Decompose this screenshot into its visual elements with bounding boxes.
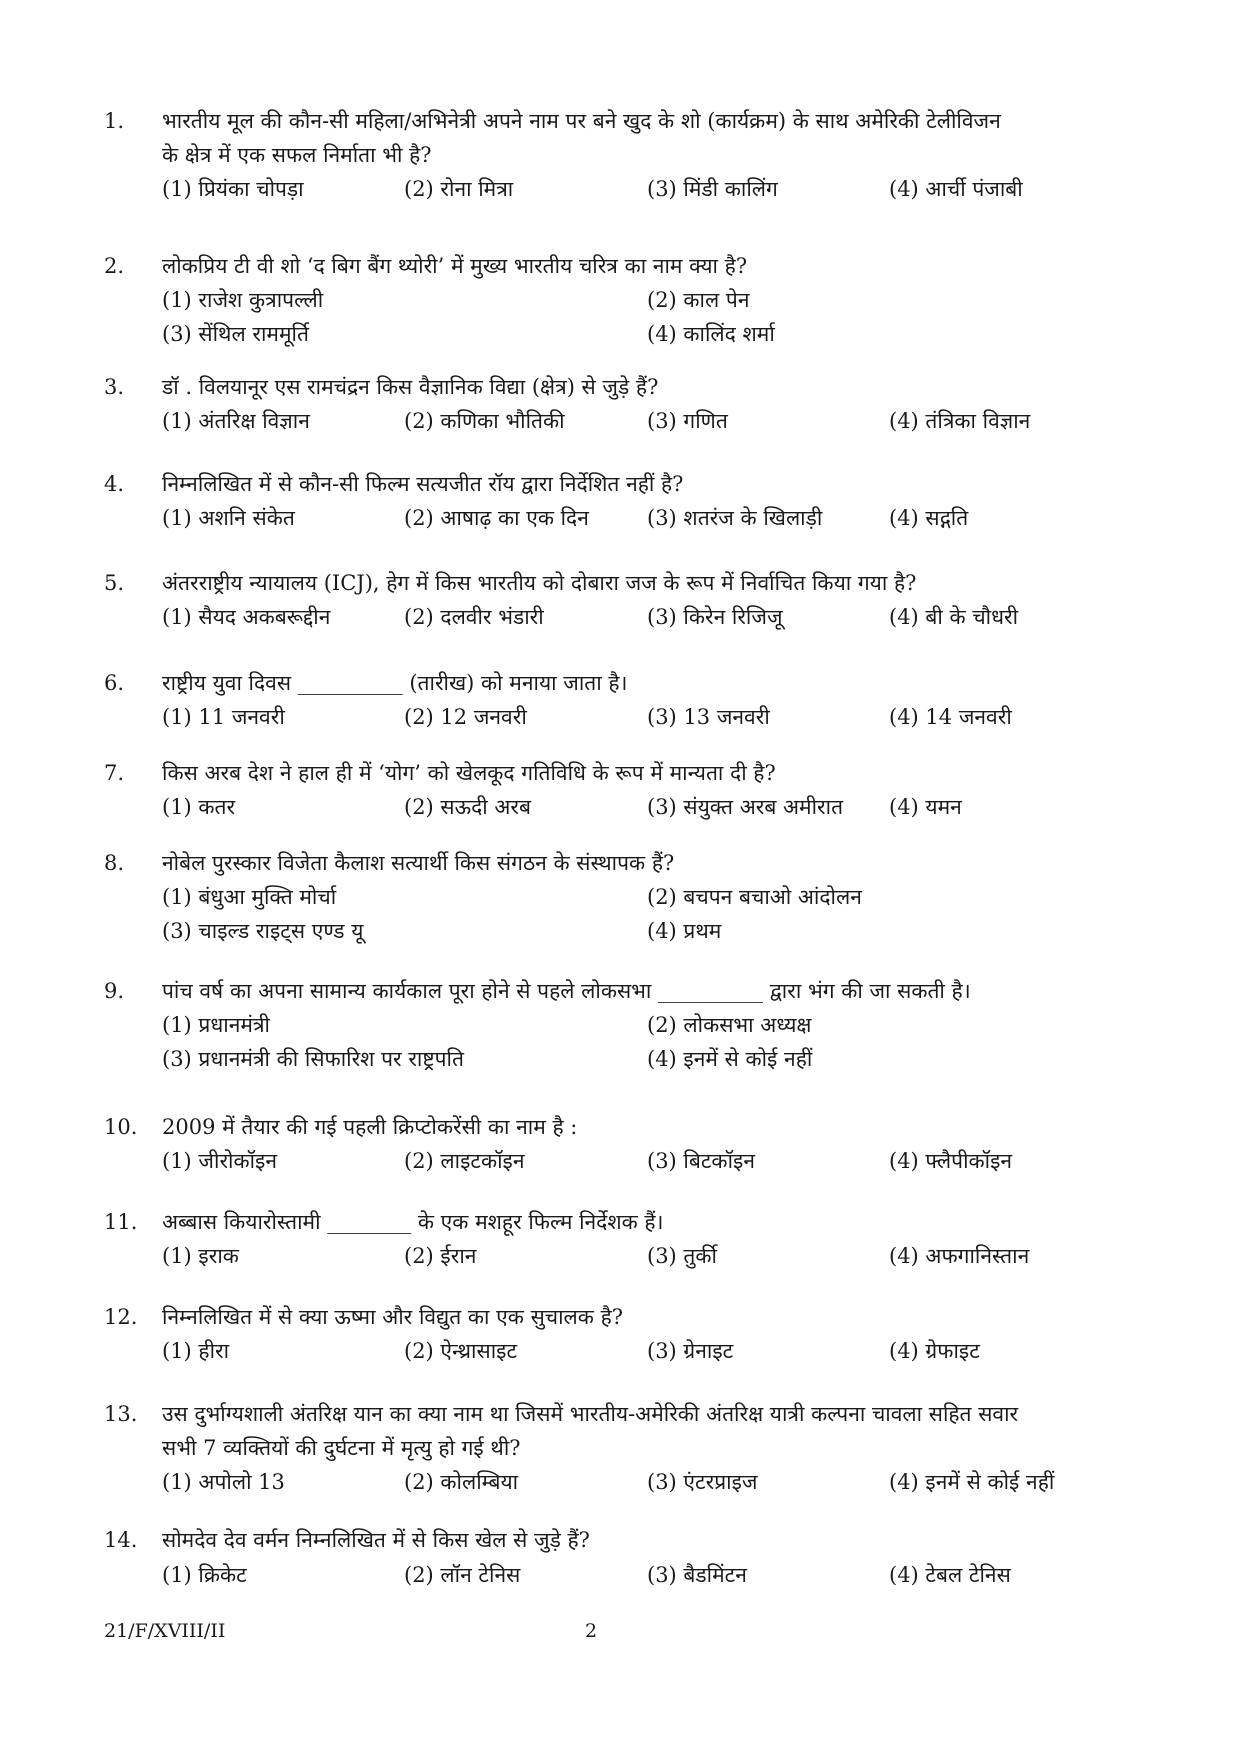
question-text: अब्बास कियारोस्तामी ________ के एक मशहूर फिल्म निर्देशक हैं। xyxy=(162,1210,664,1234)
options-row xyxy=(104,700,1144,734)
question-number: 3. xyxy=(104,375,125,399)
option-1: (1) जीरोकॉइन xyxy=(162,1149,278,1173)
options-row xyxy=(104,880,1144,914)
option-2: (2) कणिका भौतिकी xyxy=(404,409,565,433)
option-4: (4) बी के चौधरी xyxy=(889,605,1019,629)
options-row xyxy=(104,1008,1144,1042)
question-number: 4. xyxy=(104,472,125,496)
option-3: (3) तुर्की xyxy=(647,1244,717,1268)
options-row xyxy=(104,790,1144,824)
option-4: (4) सद्गति xyxy=(889,506,969,530)
option-1: (1) हीरा xyxy=(162,1339,230,1363)
question-number: 10. xyxy=(104,1115,138,1139)
question-number: 12. xyxy=(104,1305,138,1329)
question-text: नोबेल पुरस्कार विजेता कैलाश सत्यार्थी किस संगठन के संस्थापक हैं? xyxy=(162,851,675,875)
options-row xyxy=(104,404,1144,438)
option-4: (4) टेबल टेनिस xyxy=(889,1563,1011,1587)
option-4: (4) कालिंद शर्मा xyxy=(647,322,775,346)
option-1: (1) कतर xyxy=(162,795,236,819)
option-4: (4) प्रथम xyxy=(647,919,722,943)
option-3: (3) ग्रेनाइट xyxy=(647,1339,734,1363)
question-number: 11. xyxy=(104,1210,138,1234)
option-4: (4) अफगानिस्तान xyxy=(889,1244,1030,1268)
option-2: (2) लाइटकॉइन xyxy=(404,1149,525,1173)
options-row xyxy=(104,1334,1144,1368)
option-2: (2) लॉन टेनिस xyxy=(404,1563,521,1587)
question-number: 7. xyxy=(104,761,125,785)
option-4: (4) इनमें से कोई नहीं xyxy=(647,1047,813,1071)
options-row xyxy=(104,283,1144,317)
question-9 xyxy=(104,974,1144,1076)
option-4: (4) ग्रेफाइट xyxy=(889,1339,980,1363)
question-text: 2009 में तैयार की गई पहली क्रिप्टोकरेंसी का नाम है : xyxy=(162,1115,578,1139)
question-number: 9. xyxy=(104,979,125,1003)
question-4 xyxy=(104,467,1144,535)
option-3: (3) बैडमिंटन xyxy=(647,1563,747,1587)
option-2: (2) कोलम्बिया xyxy=(404,1470,519,1494)
question-text: निम्नलिखित में से कौन-सी फिल्म सत्यजीत रॉय द्वारा निर्देशित नहीं है? xyxy=(162,472,684,496)
option-2: (2) काल पेन xyxy=(647,288,750,312)
options-row xyxy=(104,1465,1144,1499)
question-text: निम्नलिखित में से क्या ऊष्मा और विद्युत का एक सुचालक है? xyxy=(162,1305,624,1329)
options-row xyxy=(104,1042,1144,1076)
option-1: (1) प्रियंका चोपड़ा xyxy=(162,177,304,201)
question-3 xyxy=(104,370,1144,438)
options-row xyxy=(104,317,1144,351)
option-4: (4) तंत्रिका विज्ञान xyxy=(889,409,1031,433)
option-2: (2) रोना मित्रा xyxy=(404,177,514,201)
option-2: (2) ईरान xyxy=(404,1244,477,1268)
question-text: भारतीय मूल की कौन-सी महिला/अभिनेत्री अपने नाम पर बने खुद के शो (कार्यक्रम) के साथ अमेरिकी टेलीविजन xyxy=(162,109,1001,133)
question-12 xyxy=(104,1300,1144,1368)
question-10 xyxy=(104,1110,1144,1178)
question-text: लोकप्रिय टी वी शो ‘द बिग बैंग थ्योरी’ में मुख्य भारतीय चरित्र का नाम क्या है? xyxy=(162,254,748,278)
option-1: (1) इराक xyxy=(162,1244,239,1268)
option-3: (3) बिटकॉइन xyxy=(647,1149,755,1173)
page-number: 2 xyxy=(585,1620,598,1642)
option-1: (1) प्रधानमंत्री xyxy=(162,1013,270,1037)
option-3: (3) प्रधानमंत्री की सिफारिश पर राष्ट्रपति xyxy=(162,1047,464,1071)
question-number: 6. xyxy=(104,671,125,695)
option-2: (2) सऊदी अरब xyxy=(404,795,531,819)
question-number: 1. xyxy=(104,109,125,133)
options-row xyxy=(104,172,1144,206)
question-8 xyxy=(104,846,1144,948)
question-number: 8. xyxy=(104,851,125,875)
option-2: (2) ऐन्थ्रासाइट xyxy=(404,1339,518,1363)
question-14-body xyxy=(104,1525,1144,1557)
options-row xyxy=(104,1239,1144,1273)
option-2: (2) लोकसभा अध्यक्ष xyxy=(647,1013,812,1037)
option-3: (3) चाइल्ड राइट्स एण्ड यू xyxy=(162,919,364,943)
question-text: डॉ . विलयानूर एस रामचंद्रन किस वैज्ञानिक विद्या (क्षेत्र) से जुड़े हैं? xyxy=(162,375,659,399)
option-3: (3) शतरंज के खिलाड़ी xyxy=(647,506,823,530)
option-1: (1) अपोलो 13 xyxy=(162,1470,285,1494)
question-text: सोमदेव देव वर्मन निम्नलिखित में से किस खेल से जुड़े हैं? xyxy=(162,1528,590,1552)
question-2 xyxy=(104,249,1144,351)
question-number: 13. xyxy=(104,1402,138,1426)
question-text: किस अरब देश ने हाल ही में ‘योग’ को खेलकूद गतिविधि के रूप में मान्यता दी है? xyxy=(162,761,776,785)
option-2: (2) बचपन बचाओ आंदोलन xyxy=(647,885,862,909)
question-7 xyxy=(104,756,1144,824)
question-6 xyxy=(104,666,1144,734)
paper-code: 21/F/XVIII/II xyxy=(104,1620,226,1642)
option-1: (1) राजेश कुत्रापल्ली xyxy=(162,288,324,312)
option-3: (3) गणित xyxy=(647,409,728,433)
option-4: (4) यमन xyxy=(889,795,962,819)
options-row xyxy=(104,1558,1144,1592)
option-1: (1) 11 जनवरी xyxy=(162,705,285,729)
question-text: पांच वर्ष का अपना सामान्य कार्यकाल पूरा होने से पहले लोकसभा __________ द्वारा भंग की जा सकती है। xyxy=(162,979,971,1003)
question-11 xyxy=(104,1205,1144,1273)
question-13 xyxy=(104,1397,1144,1499)
options-row xyxy=(104,600,1144,634)
option-4: (4) 14 जनवरी xyxy=(889,705,1012,729)
question-text: राष्ट्रीय युवा दिवस __________ (तारीख) को मनाया जाता है। xyxy=(162,671,628,695)
question-number: 14. xyxy=(104,1528,138,1552)
option-1: (1) सैयद अकबरूद्दीन xyxy=(162,605,331,629)
question-text-line-2: के क्षेत्र में एक सफल निर्माता भी है? xyxy=(162,143,432,167)
option-3: (3) किरेन रिजिजू xyxy=(647,605,783,629)
options-row xyxy=(104,501,1144,535)
question-1 xyxy=(104,104,1144,206)
question-text: उस दुर्भाग्यशाली अंतरिक्ष यान का क्या नाम था जिसमें भारतीय-अमेरिकी अंतरिक्ष यात्री कल्पना चावला सहित सवार xyxy=(162,1402,1019,1426)
option-1: (1) क्रिकेट xyxy=(162,1563,247,1587)
question-number: 2. xyxy=(104,254,125,278)
question-text-line-2: सभी 7 व्यक्तियों की दुर्घटना में मृत्यु हो गई थी? xyxy=(162,1436,521,1460)
option-2: (2) दलवीर भंडारी xyxy=(404,605,544,629)
option-1: (1) अंतरिक्ष विज्ञान xyxy=(162,409,310,433)
option-2: (2) 12 जनवरी xyxy=(404,705,527,729)
option-3: (3) एंटरप्राइज xyxy=(647,1470,758,1494)
option-3: (3) सेंथिल राममूर्ति xyxy=(162,322,309,346)
option-4: (4) इनमें से कोई नहीं xyxy=(889,1470,1055,1494)
options-row xyxy=(104,914,1144,948)
question-number: 5. xyxy=(104,571,125,595)
options-row xyxy=(104,1144,1144,1178)
option-1: (1) बंधुआ मुक्ति मोर्चा xyxy=(162,885,337,909)
option-3: (3) संयुक्त अरब अमीरात xyxy=(647,795,844,819)
question-5 xyxy=(104,566,1144,634)
option-3: (3) 13 जनवरी xyxy=(647,705,770,729)
option-3: (3) मिंडी कालिंग xyxy=(647,177,778,201)
option-2: (2) आषाढ़ का एक दिन xyxy=(404,506,589,530)
option-4: (4) आर्ची पंजाबी xyxy=(889,177,1023,201)
question-14-options xyxy=(104,1558,1144,1592)
question-text: अंतरराष्ट्रीय न्यायालय (ICJ), हेग में किस भारतीय को दोबारा जज के रूप में निर्वाचित किया गया है? xyxy=(162,571,917,595)
option-1: (1) अशनि संकेत xyxy=(162,506,295,530)
option-4: (4) फ्लैपीकॉइन xyxy=(889,1149,1013,1173)
